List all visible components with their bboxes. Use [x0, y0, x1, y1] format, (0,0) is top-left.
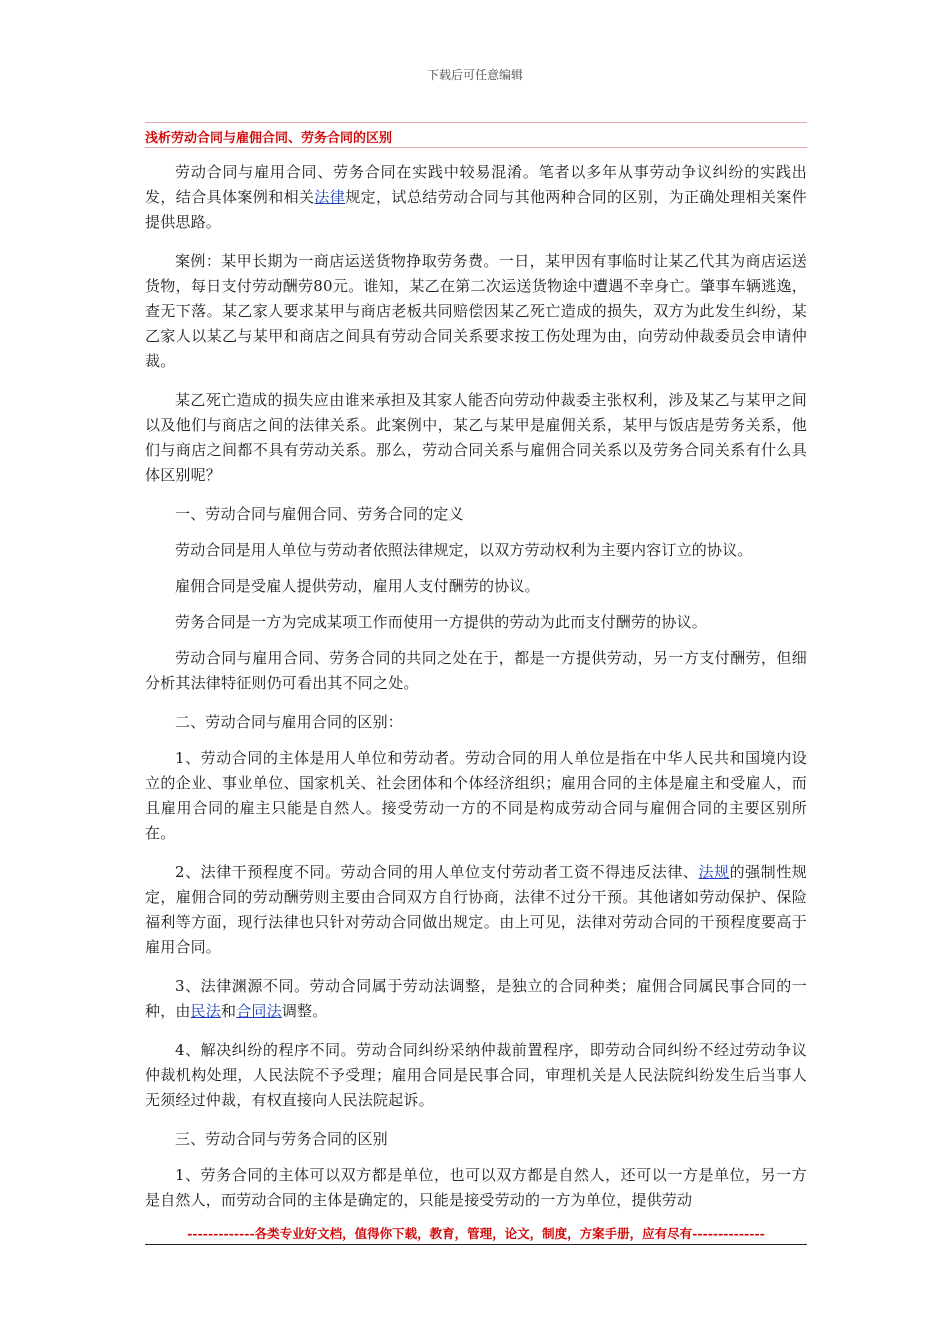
difference-item-1: 1、劳动合同的主体是用人单位和劳动者。劳动合同的用人单位是指在中华人民共和国境内设立的企业、事业单位、国家机关、社会团体和个体经济组织；雇用合同的主体是雇主和受雇人，而且雇用合同的雇主只能是自然人。接受劳动一方的不同是构成劳动合同与雇佣合同的主要区别所在。: [145, 749, 807, 842]
difference-item-3: [145, 974, 807, 1024]
difference-item-2-text-b: 的强制性规定，雇佣合同的劳动酬劳则主要由合同双方自行协商，法律不过分干预。其他诸如劳动保护、保险福利等方面，现行法律也只针对劳动合同做出规定。由上可见，法律对劳动合同的干预程度要高于雇用合同。: [145, 863, 807, 956]
intro-text-a: 劳动合同与雇用合同、劳务合同在实践中较易混淆。笔者以多年从事劳动争议纠纷的实践出发，结合具体案例和相关: [145, 163, 807, 206]
case-paragraph: 案例：某甲长期为一商店运送货物挣取劳务费。一日，某甲因有事临时让某乙代其为商店运送货物，每日支付劳动酬劳80元。谁知，某乙在第二次运送货物途中遭遇不幸身亡。肇事车辆逃逸，查无下落。某乙家人要求某甲与商店老板共同赔偿因某乙死亡造成的损失，双方为此发生纠纷，某乙家人以某乙与某甲和商店之间具有劳动合同关系要求按工伤处理为由，向劳动仲裁委员会申请仲裁。: [145, 252, 807, 370]
title-divider-top: [145, 122, 807, 123]
difference-item-2-text-a: 2、法律干预程度不同。劳动合同的用人单位支付劳动者工资不得违反法律、: [175, 863, 699, 881]
service-difference-item-1: 1、劳务合同的主体可以双方都是单位，也可以双方都是自然人，还可以一方是单位，另一方是自然人，而劳动合同的主体是确定的，只能是接受劳动的一方为单位，提供劳动: [145, 1166, 807, 1209]
header-note: 下载后可任意编辑: [426, 68, 523, 82]
civil-law-link[interactable]: 民法: [190, 1002, 222, 1020]
section-heading-3: 三、劳动合同与劳务合同的区别: [175, 1130, 388, 1148]
definition-employment-contract: 雇佣合同是受雇人提供劳动，雇用人支付酬劳的协议。: [175, 577, 540, 595]
regulations-link[interactable]: 法规: [698, 863, 730, 881]
contract-law-link[interactable]: 合同法: [236, 1002, 282, 1020]
intro-text-b: 规定，试总结劳动合同与其他两种合同的区别，为正确处理相关案件提供思路。: [145, 188, 808, 231]
law-link[interactable]: 法律: [314, 188, 346, 206]
footer-banner: -------------各类专业好文档，值得你下载，教育，管理，论文，制度，方案手册，应有尽有--------------: [187, 1226, 765, 1241]
commonality-paragraph: 劳动合同与雇用合同、劳务合同的共同之处在于，都是一方提供劳动，另一方支付酬劳，但细分析其法律特征则仍可看出其不同之处。: [145, 649, 807, 692]
footer-divider: [145, 1244, 807, 1245]
document-title: 浅析劳动合同与雇佣合同、劳务合同的区别: [145, 131, 393, 146]
title-divider-bottom: [145, 147, 807, 148]
definition-labor-contract: 劳动合同是用人单位与劳动者依照法律规定，以双方劳动权利为主要内容订立的协议。: [175, 541, 753, 559]
difference-item-3-text-a: 3、法律渊源不同。劳动合同属于劳动法调整，是独立的合同种类；雇佣合同属民事合同的一种，由: [145, 977, 807, 1020]
difference-item-3-text-b: 调整。: [281, 1002, 328, 1020]
difference-item-3-connector: 和: [221, 1002, 237, 1020]
document-body: [145, 160, 807, 1227]
intro-paragraph: [145, 160, 807, 235]
definition-service-contract: 劳务合同是一方为完成某项工作而使用一方提供的劳动为此而支付酬劳的协议。: [175, 613, 708, 631]
section-heading-1: 一、劳动合同与雇佣合同、劳务合同的定义: [175, 505, 464, 523]
difference-item-4: 4、解决纠纷的程序不同。劳动合同纠纷采纳仲裁前置程序，即劳动合同纠纷不经过劳动争议仲裁机构处理，人民法院不予受理；雇用合同是民事合同，审理机关是人民法院纠纷发生后当事人无须经过仲裁，有权直接向人民法院起诉。: [145, 1041, 807, 1109]
analysis-paragraph: 某乙死亡造成的损失应由谁来承担及其家人能否向劳动仲裁委主张权利，涉及某乙与某甲之间以及他们与商店之间的法律关系。此案例中，某乙与某甲是雇佣关系，某甲与饭店是劳务关系，他们与商店之间都不具有劳动关系。那么，劳动合同关系与雇佣合同关系以及劳务合同关系有什么具体区别呢？: [145, 391, 807, 484]
section-heading-2: 二、劳动合同与雇用合同的区别：: [175, 713, 404, 731]
difference-item-2: [145, 860, 807, 960]
